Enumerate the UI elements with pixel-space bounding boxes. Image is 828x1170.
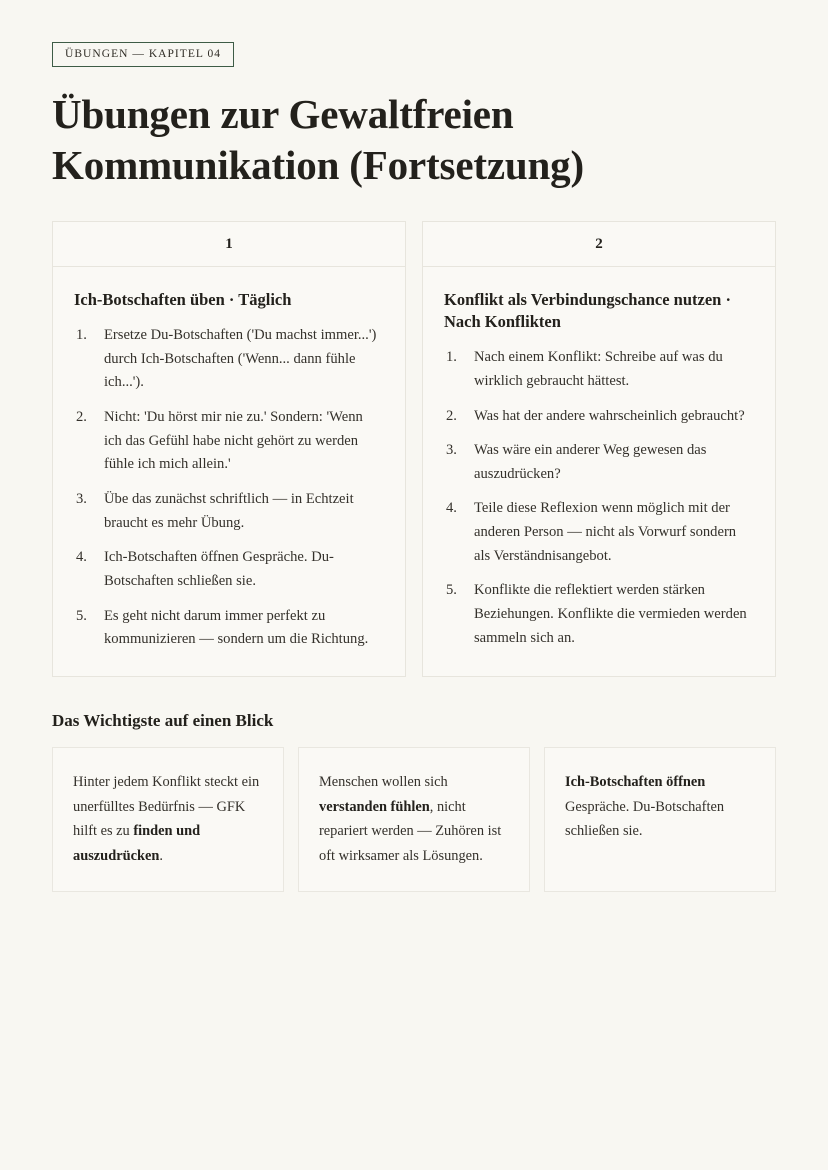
summary-box-2: [298, 747, 530, 892]
summary-tail-2: , nicht repariert werden — Zuhören ist oft wirksamer als Lösungen.: [319, 798, 502, 865]
list-item: Ersetze Du-Botschaften ('Du machst immer...') durch Ich-Botschaften ('Wenn... dann fühle ich...').: [104, 327, 377, 391]
summary-lead-2: Menschen wollen sich: [319, 773, 448, 790]
card-number-2: 2: [423, 222, 775, 267]
list-item: Nicht: 'Du hörst mir nie zu.' Sondern: 'Wenn ich das Gefühl habe nicht gehört zu werden fühle ich mich allein.': [104, 409, 363, 473]
card-body-1: [53, 267, 405, 676]
summary-strong-3: Ich-Botschaften öffnen: [565, 773, 706, 790]
card-body-2: [423, 267, 775, 674]
summary-box-1: [52, 747, 284, 892]
list-item: Was hat der andere wahrscheinlich gebraucht?: [474, 407, 745, 424]
step-list-1: [74, 324, 384, 652]
summary-strong-2: verstanden fühlen: [319, 798, 430, 815]
summary-boxes: [52, 747, 776, 892]
exercise-cards: [52, 221, 776, 677]
card-title-1: Ich-Botschaften üben · Täglich: [74, 290, 292, 309]
list-item: Übe das zunächst schriftlich — in Echtzeit braucht es mehr Übung.: [104, 490, 354, 531]
list-item: Teile diese Reflexion wenn möglich mit der anderen Person — nicht als Vorwurf sondern als Verständnisangebot.: [474, 500, 737, 564]
summary-box-3: [544, 747, 776, 892]
list-item: Es geht nicht darum immer perfekt zu kommunizieren — sondern um die Richtung.: [104, 607, 369, 648]
exercise-card-1: [52, 221, 406, 677]
list-item: Nach einem Konflikt: Schreibe auf was du wirklich gebraucht hättest.: [474, 349, 723, 389]
exercise-card-2: [422, 221, 776, 677]
step-list-2: [444, 346, 754, 650]
list-item: Was wäre ein anderer Weg gewesen das auszudrücken?: [474, 442, 707, 482]
summary-lead-1: Hinter jedem Konflikt steckt ein unerfülltes Bedürfnis — GFK hilft es zu: [73, 773, 260, 840]
summary-tail-3: Gespräche. Du-Botschaften schließen sie.: [565, 798, 725, 840]
summary-heading: Das Wichtigste auf einen Blick: [52, 710, 274, 730]
card-title-2: Konflikt als Verbindungschance nutzen · Nach Konflikten: [444, 290, 731, 332]
card-number-1: 1: [53, 222, 405, 267]
list-item: Ich-Botschaften öffnen Gespräche. Du-Botschaften schließen sie.: [104, 549, 334, 589]
chapter-badge: ÜBUNGEN — KAPITEL 04: [52, 42, 234, 67]
list-item: Konflikte die reflektiert werden stärken Beziehungen. Konflikte die vermieden werden sammeln sich an.: [474, 582, 747, 646]
summary-tail-1: .: [159, 848, 163, 865]
page-title: Übungen zur Gewaltfreien Kommunikation (Fortsetzung): [52, 90, 584, 188]
summary-strong-1: finden und auszudrücken: [73, 823, 201, 865]
